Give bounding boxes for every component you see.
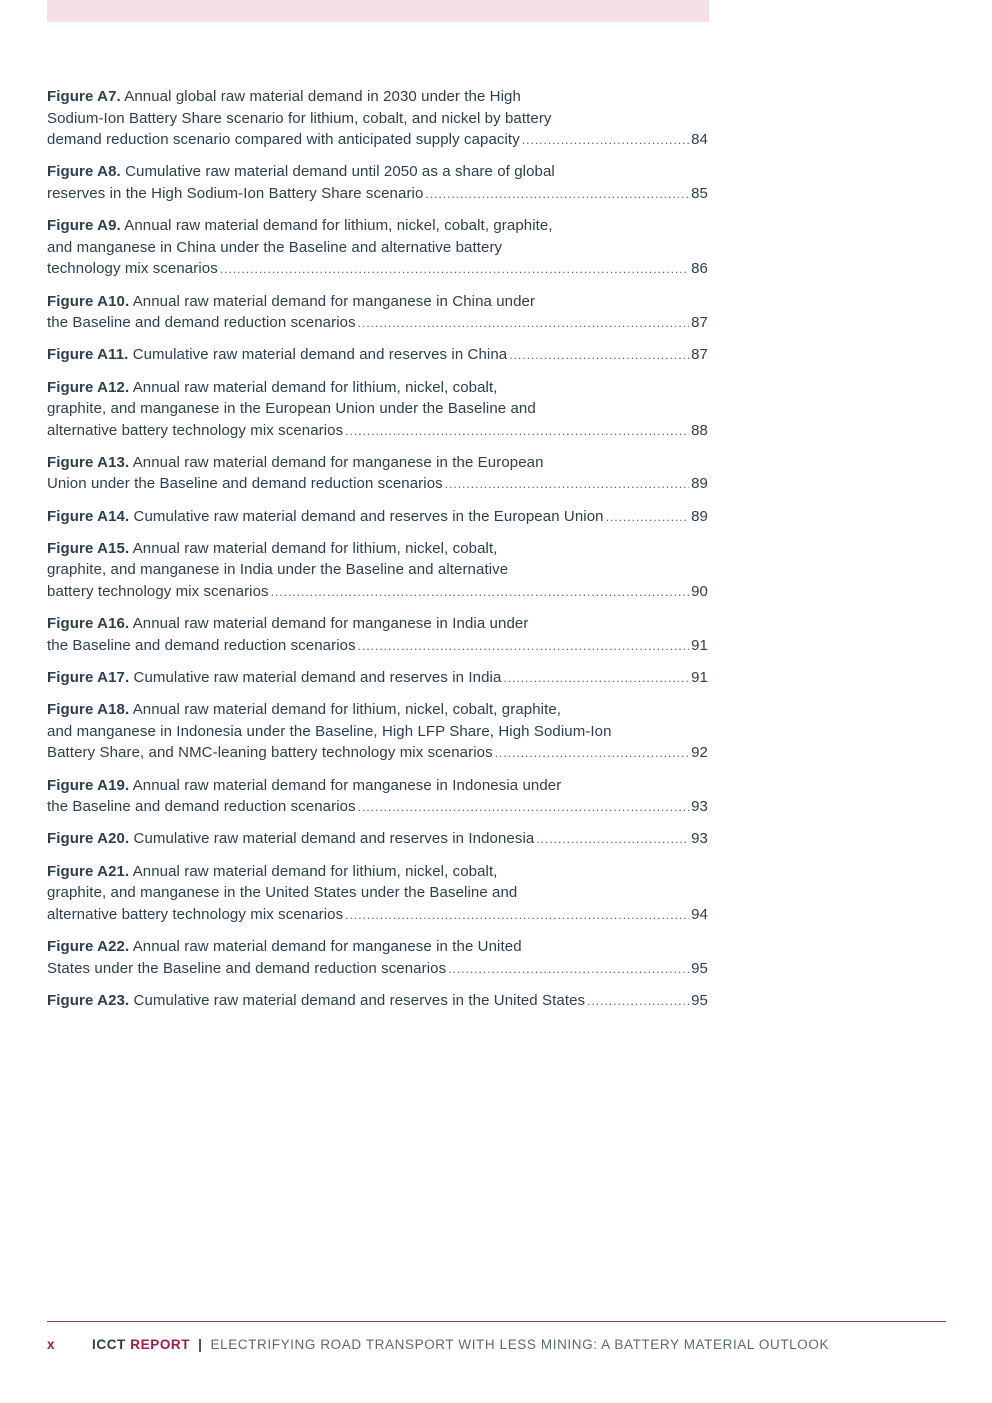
figure-label: Figure A13.: [47, 453, 130, 471]
toc-entry-line: [47, 613, 708, 635]
toc-entry-text: [47, 904, 343, 926]
figure-label: Figure A8.: [47, 163, 121, 181]
toc-entry-text: [47, 667, 501, 689]
toc-entry-text-end: Cumulative raw material demand and reserves in Indonesia: [133, 830, 535, 848]
toc-entry-last-line: [47, 312, 708, 335]
toc-page-number[interactable]: 91: [691, 669, 708, 686]
toc-page-number[interactable]: 86: [691, 260, 708, 278]
toc-entry-text: and manganese in Indonesia under the Baseline, High LFP Share, High Sodium-Ion: [47, 722, 612, 740]
toc-entry-text: [47, 183, 423, 205]
toc-entry-text-end: the Baseline and demand reduction scenarios: [47, 636, 356, 654]
toc-entry-text: graphite, and manganese in the United States under the Baseline and: [47, 884, 518, 902]
toc-page-number[interactable]: 85: [691, 184, 708, 202]
dot-leader: [509, 345, 689, 367]
toc-entry-text-end: Cumulative raw material demand and reserves in China: [132, 346, 508, 364]
toc-entry-text: Annual raw material demand for manganese in India under: [132, 615, 529, 633]
dot-leader: [503, 668, 689, 690]
toc-entry-text: [47, 258, 218, 280]
toc-entry-line: [47, 861, 708, 883]
toc-entry-text-end: Battery Share, and NMC-leaning battery technology mix scenarios: [47, 744, 493, 762]
figure-label: Figure A11.: [47, 346, 129, 364]
toc-entry[interactable]: [47, 699, 708, 765]
toc-page-number[interactable]: 87: [691, 314, 708, 332]
dot-leader: [587, 991, 689, 1013]
figure-label: Figure A9.: [47, 217, 121, 235]
toc-entry-text: Sodium-Ion Battery Share scenario for lithium, cobalt, and nickel by battery: [47, 109, 552, 127]
toc-entry-last-line: [47, 183, 708, 206]
toc-entry-text-end: Cumulative raw material demand and reserves in the United States: [133, 991, 586, 1009]
toc-page-number[interactable]: 84: [691, 131, 708, 149]
dot-leader: [345, 421, 689, 443]
figure-label: Figure A12.: [47, 378, 130, 396]
toc-entry[interactable]: [47, 291, 708, 335]
figure-label: Figure A15.: [47, 539, 130, 557]
toc-entry-text: [47, 958, 446, 980]
toc-entry-text: graphite, and manganese in the European Union under the Baseline and: [47, 400, 536, 418]
toc-entry-line: [47, 936, 708, 958]
figure-label: Figure A22.: [47, 937, 130, 955]
dot-leader: [271, 582, 689, 604]
toc-entry-text: [47, 473, 443, 495]
toc-entry-last-line: [47, 420, 708, 443]
toc-entry[interactable]: [47, 861, 708, 927]
toc-page-number[interactable]: 88: [691, 421, 708, 439]
dot-leader: [522, 130, 689, 152]
toc-entry-text: [47, 796, 356, 818]
figure-label: Figure A23.: [47, 991, 130, 1009]
toc-entry-line: [47, 291, 708, 313]
toc-entry-text: [47, 635, 356, 657]
toc-entry-line: [47, 721, 708, 743]
dot-leader: [606, 507, 690, 529]
toc-entry-text-end: technology mix scenarios: [47, 260, 218, 278]
toc-entry-text: [47, 990, 585, 1012]
toc-entry-text: [47, 506, 604, 528]
toc-entry-line: [47, 538, 708, 560]
figure-label: Figure A18.: [47, 701, 130, 719]
toc-entry[interactable]: [47, 452, 708, 496]
toc-entry-text: Annual raw material demand for lithium, nickel, cobalt,: [132, 862, 498, 880]
toc-entry-last-line: [47, 506, 708, 529]
toc-entry-last-line: [47, 990, 708, 1013]
toc-page-number[interactable]: 90: [691, 583, 708, 601]
toc-entry-text: Annual raw material demand for lithium, nickel, cobalt,: [132, 539, 498, 557]
toc-entry-text-end: alternative battery technology mix scenarios: [47, 421, 344, 439]
dot-leader: [425, 184, 689, 206]
dot-leader: [358, 636, 689, 658]
dot-leader: [536, 829, 689, 851]
dot-leader: [448, 959, 689, 981]
toc-entry-text: [47, 581, 269, 603]
toc-entry-last-line: [47, 958, 708, 981]
footer-report-title: ELECTRIFYING ROAD TRANSPORT WITH LESS MINING: A BATTERY MATERIAL OUTLOOK: [210, 1337, 830, 1352]
toc-entry-line: [47, 237, 708, 259]
toc-entry-text-end: States under the Baseline and demand reduction scenarios: [47, 959, 447, 977]
figure-label: Figure A10.: [47, 292, 130, 310]
toc-entry-last-line: [47, 473, 708, 496]
toc-page-number[interactable]: 89: [691, 475, 708, 493]
toc-entry-last-line: [47, 904, 708, 927]
toc-entry-last-line: [47, 344, 708, 367]
figure-label: Figure A17.: [47, 669, 130, 686]
toc-entry-text: [47, 742, 493, 764]
toc-entry-text: Annual raw material demand for lithium, nickel, cobalt, graphite,: [132, 701, 562, 719]
toc-page-number[interactable]: 89: [691, 507, 708, 525]
toc-entry-last-line: [47, 581, 708, 604]
toc-entry-last-line: [47, 742, 708, 765]
header-color-band: [47, 0, 709, 22]
toc-entry-text-end: Cumulative raw material demand and reserves in the European Union: [133, 507, 604, 525]
toc-entry[interactable]: [47, 161, 708, 205]
toc-entry-text-end: Union under the Baseline and demand reduction scenarios: [47, 475, 443, 493]
toc-entry-line: [47, 699, 708, 721]
toc-entry[interactable]: [47, 344, 708, 367]
figure-label: Figure A19.: [47, 776, 130, 794]
toc-entry-text: Cumulative raw material demand until 2050 as a share of global: [125, 163, 555, 181]
toc-entry-text: graphite, and manganese in India under the Baseline and alternative: [47, 561, 509, 579]
toc-entry-line: [47, 559, 708, 581]
toc-entry-text: [47, 420, 343, 442]
toc-entry-text: Annual raw material demand for manganese in China under: [132, 292, 536, 310]
toc-entry-last-line: [47, 129, 708, 152]
footer-doc-type: REPORT: [130, 1337, 191, 1352]
toc-entry-text-end: reserves in the High Sodium-Ion Battery Share scenario: [47, 184, 424, 202]
toc-entry-text: Annual raw material demand for lithium, nickel, cobalt, graphite,: [124, 217, 553, 235]
toc-entry-text: and manganese in China under the Baseline and alternative battery: [47, 238, 503, 256]
toc-entry[interactable]: [47, 936, 708, 980]
toc-entry-line: [47, 775, 708, 797]
toc-entry[interactable]: [47, 828, 708, 851]
toc-entry-line: [47, 882, 708, 904]
dot-leader: [220, 259, 689, 281]
toc-entry-last-line: [47, 667, 708, 690]
toc-entry-line: [47, 377, 708, 399]
toc-page-number[interactable]: 95: [691, 991, 708, 1009]
toc-entry-text-end: alternative battery technology mix scenarios: [47, 905, 344, 923]
toc-entry-text: [47, 344, 507, 366]
dot-leader: [358, 313, 689, 335]
toc-entry-last-line: [47, 828, 708, 851]
toc-entry-last-line: [47, 796, 708, 819]
toc-entry-text: [47, 312, 356, 334]
toc-entry-text-end: Cumulative raw material demand and reserves in India: [133, 669, 502, 686]
figure-label: Figure A16.: [47, 615, 130, 633]
toc-entry[interactable]: [47, 377, 708, 443]
toc-page-number[interactable]: 92: [691, 744, 708, 762]
toc-entry[interactable]: [47, 538, 708, 604]
toc-entry-text: Annual raw material demand for manganese in the European: [132, 453, 544, 471]
toc-entry[interactable]: [47, 86, 708, 152]
page-number: x: [47, 1337, 56, 1352]
figure-label: Figure A21.: [47, 862, 130, 880]
toc-entry-text: Annual global raw material demand in 2030 under the High: [124, 88, 521, 105]
toc-page-number[interactable]: 95: [691, 959, 708, 977]
footer-separator: |: [198, 1337, 203, 1352]
figure-label: Figure A20.: [47, 830, 130, 848]
toc-entry-text: Annual raw material demand for lithium, nickel, cobalt,: [132, 378, 498, 396]
toc-entry-text-end: the Baseline and demand reduction scenarios: [47, 798, 356, 816]
toc-page-number[interactable]: 87: [691, 346, 708, 364]
footer-divider: [47, 1321, 946, 1322]
dot-leader: [495, 743, 689, 765]
dot-leader: [345, 905, 689, 927]
toc-entry-text: Annual raw material demand for manganese in the United: [132, 937, 522, 955]
toc-page-number[interactable]: 93: [691, 830, 708, 848]
toc-entry-line: [47, 398, 708, 420]
toc-entry-text-end: the Baseline and demand reduction scenarios: [47, 314, 356, 332]
figure-label: Figure A14.: [47, 507, 130, 525]
toc-entry[interactable]: [47, 775, 708, 819]
list-of-figures: [47, 86, 708, 1022]
toc-entry[interactable]: [47, 506, 708, 529]
toc-entry-line: [47, 161, 708, 183]
dot-leader: [445, 474, 689, 496]
toc-entry-line: [47, 452, 708, 474]
figure-label: Figure A7.: [47, 88, 121, 105]
toc-entry-line: [47, 215, 708, 237]
toc-page-number[interactable]: 91: [691, 636, 708, 654]
toc-entry-line: [47, 86, 708, 108]
toc-entry-text: [47, 828, 534, 850]
dot-leader: [358, 797, 689, 819]
toc-entry-text-end: battery technology mix scenarios: [47, 583, 269, 601]
toc-entry[interactable]: [47, 215, 708, 281]
toc-entry-last-line: [47, 258, 708, 281]
footer-org: ICCT: [92, 1337, 126, 1352]
toc-entry[interactable]: [47, 667, 708, 690]
toc-entry-last-line: [47, 635, 708, 658]
toc-page-number[interactable]: 94: [691, 905, 708, 923]
toc-entry-line: [47, 108, 708, 130]
toc-page-number[interactable]: 93: [691, 798, 708, 816]
toc-entry-text: [47, 129, 520, 151]
toc-entry[interactable]: [47, 613, 708, 657]
toc-entry-text: Annual raw material demand for manganese in Indonesia under: [132, 776, 562, 794]
toc-entry-text-end: demand reduction scenario compared with anticipated supply capacity: [47, 131, 520, 149]
toc-entry[interactable]: [47, 990, 708, 1013]
page-footer: [47, 1337, 829, 1352]
